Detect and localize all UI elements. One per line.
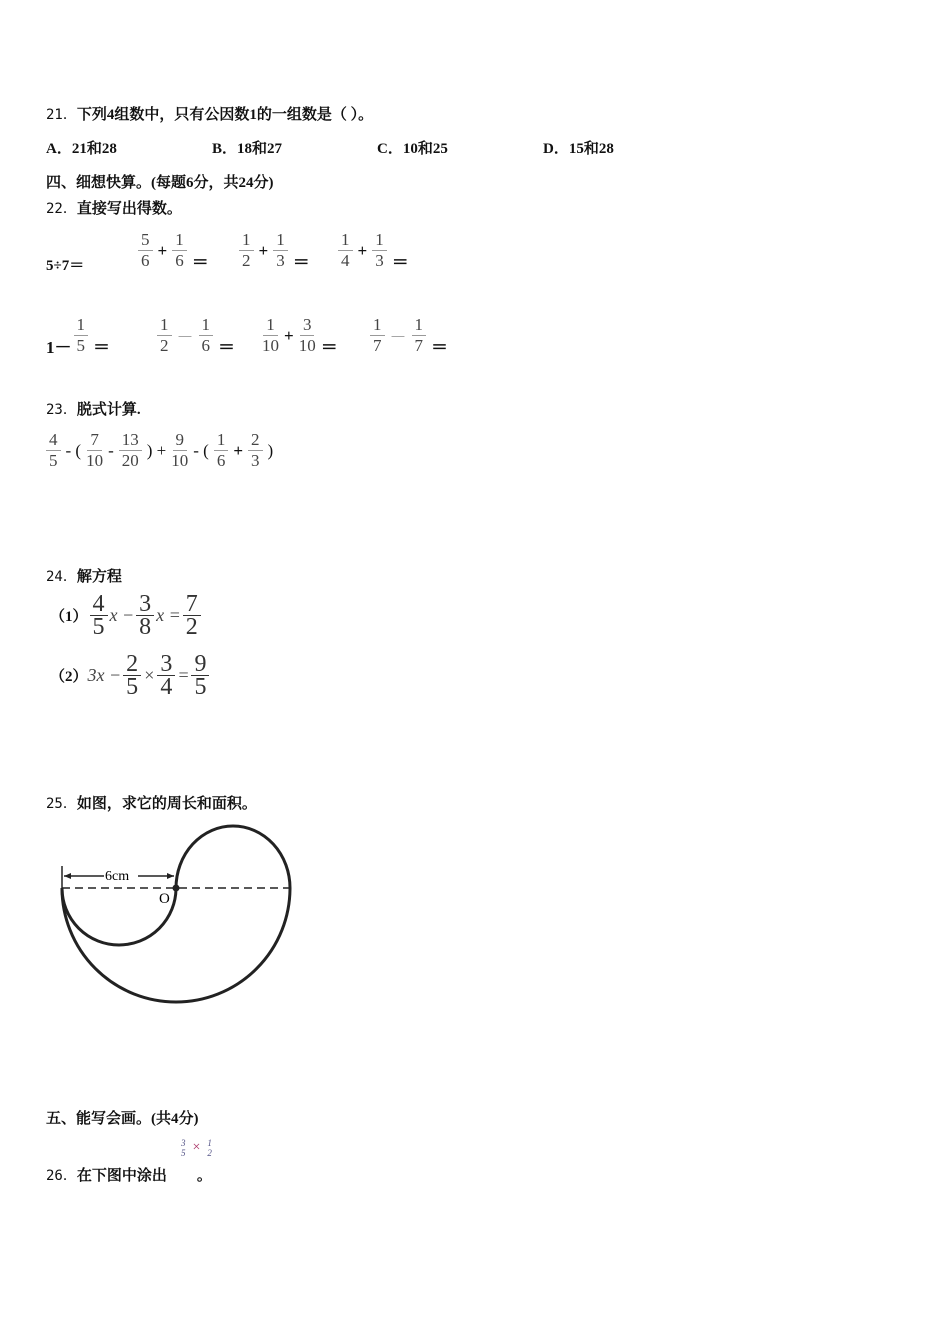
fraction	[178, 1138, 189, 1158]
math-text: 5	[126, 674, 139, 700]
math-text: 10	[86, 451, 104, 470]
section-4-heading: 四、细想快算。(每题6分，共24分)	[46, 175, 274, 191]
math-text: 5	[76, 336, 85, 355]
math-text: 1	[372, 230, 387, 251]
math-text: 10	[298, 336, 316, 355]
math-text: 3	[157, 653, 175, 676]
math-text: 。	[196, 1168, 212, 1184]
math-text: - (	[65, 440, 82, 460]
math-text: 直接写出得数。	[76, 201, 182, 217]
math-text: 脱式计算.	[76, 402, 141, 418]
math-text: ＝	[93, 338, 110, 357]
math-text: 5	[138, 230, 153, 251]
math-text: +	[233, 440, 244, 460]
math-text: 20	[121, 451, 139, 470]
math-text: 1	[239, 230, 254, 251]
section-5-heading: 五、能写会画。(共4分)	[46, 1111, 199, 1127]
q26	[46, 1164, 212, 1185]
math-text: 9	[173, 430, 188, 451]
math-text: 4	[160, 674, 173, 700]
center-label: O	[159, 891, 170, 907]
math-text: x =	[156, 605, 181, 625]
math-text: 3	[375, 251, 384, 270]
math-text: 7	[87, 430, 102, 451]
math-text: ＝	[391, 253, 409, 272]
math-text: 10	[262, 336, 279, 355]
q22-item-1: 5÷7＝	[46, 258, 85, 274]
math-text: 6	[141, 251, 150, 270]
math-text: ) +	[146, 440, 167, 460]
math-text: 1	[199, 315, 214, 336]
math-text: 6	[216, 451, 226, 470]
math-text: 13	[119, 430, 142, 451]
math-text: 9	[191, 653, 209, 676]
math-text: +	[258, 240, 269, 260]
math-text: 26．	[46, 1168, 77, 1184]
length-label: 6cm	[105, 869, 130, 884]
math-text: 3	[300, 315, 315, 336]
math-text: 25．	[46, 796, 77, 812]
math-text: 3x −	[87, 665, 122, 685]
math-text: 2	[242, 251, 251, 270]
q21-option-d[interactable]: D．15和28	[543, 141, 614, 157]
math-text: 1	[214, 430, 229, 451]
math-text: 4	[90, 593, 108, 616]
large-semicircle	[62, 888, 290, 1002]
math-text: 2	[160, 336, 169, 355]
math-text: 在下图中涂出	[76, 1168, 167, 1184]
math-text: 2	[185, 614, 198, 640]
math-text: 7	[414, 336, 423, 355]
math-text: 1	[370, 315, 385, 336]
math-text: 2	[123, 653, 141, 676]
math-text: －	[176, 328, 194, 347]
math-text: ×	[192, 1140, 201, 1155]
math-text: ＝	[191, 253, 209, 272]
math-text: 7	[183, 593, 201, 616]
math-text: 1	[74, 315, 89, 336]
math-text: 23．	[46, 402, 77, 418]
math-text: 21．	[46, 107, 77, 123]
math-text: 7	[373, 336, 382, 355]
math-text: 1	[412, 315, 427, 336]
math-text: 下列4组数中，只有公因数1的一组数是（ ）。	[76, 107, 374, 123]
math-text: 3	[136, 593, 154, 616]
math-text: 1	[338, 230, 353, 251]
math-text: x −	[109, 605, 135, 625]
math-text: +	[157, 240, 168, 260]
q26-expression	[176, 1138, 217, 1158]
math-text: =	[177, 665, 190, 685]
math-text: ×	[143, 665, 156, 685]
math-text: 2	[207, 1148, 212, 1158]
math-text: 1	[172, 230, 187, 251]
math-text: -	[108, 440, 114, 460]
math-text: 6	[201, 336, 210, 355]
math-text: 1	[263, 315, 278, 336]
math-text: 5	[181, 1148, 186, 1158]
math-text: - (	[193, 440, 209, 460]
math-text: 5	[49, 451, 58, 470]
math-text: 1	[207, 1138, 212, 1148]
math-text: ＝	[320, 338, 338, 357]
math-text: 6	[175, 251, 184, 270]
math-text: 如图，求它的周长和面积。	[76, 796, 257, 812]
math-text: 4	[46, 430, 61, 451]
math-text: 3	[181, 1138, 186, 1148]
math-text: 5	[194, 674, 207, 700]
math-text: +	[284, 325, 294, 345]
math-text: 10	[171, 451, 189, 470]
math-text: 4	[341, 251, 350, 270]
math-text: （1）	[50, 609, 88, 625]
math-text: ＝	[431, 338, 448, 357]
q21-option-b[interactable]: B．18和27	[212, 141, 283, 157]
math-text: 22．	[46, 201, 77, 217]
math-text: +	[357, 240, 368, 260]
math-text: )	[267, 440, 274, 460]
math-text: 5	[92, 614, 105, 640]
math-text: ＝	[218, 338, 235, 357]
center-point	[173, 885, 180, 892]
math-text: 1	[273, 230, 288, 251]
math-text: 1	[157, 315, 172, 336]
math-text: （2）	[50, 669, 88, 685]
fraction	[204, 1138, 215, 1158]
math-text: 3	[251, 451, 260, 470]
math-text: 24．	[46, 569, 77, 585]
math-text: 2	[248, 430, 263, 451]
math-text: 3	[276, 251, 285, 270]
math-text: ＝	[292, 253, 310, 272]
math-text: 解方程	[76, 569, 122, 585]
upper-semicircle	[176, 826, 290, 888]
math-text: 8	[139, 614, 152, 640]
math-text: －	[389, 328, 407, 347]
math-text: 1－	[46, 338, 72, 357]
q21-option-a[interactable]: A．21和28	[46, 141, 117, 157]
q21-option-c[interactable]: C．10和25	[377, 141, 448, 157]
